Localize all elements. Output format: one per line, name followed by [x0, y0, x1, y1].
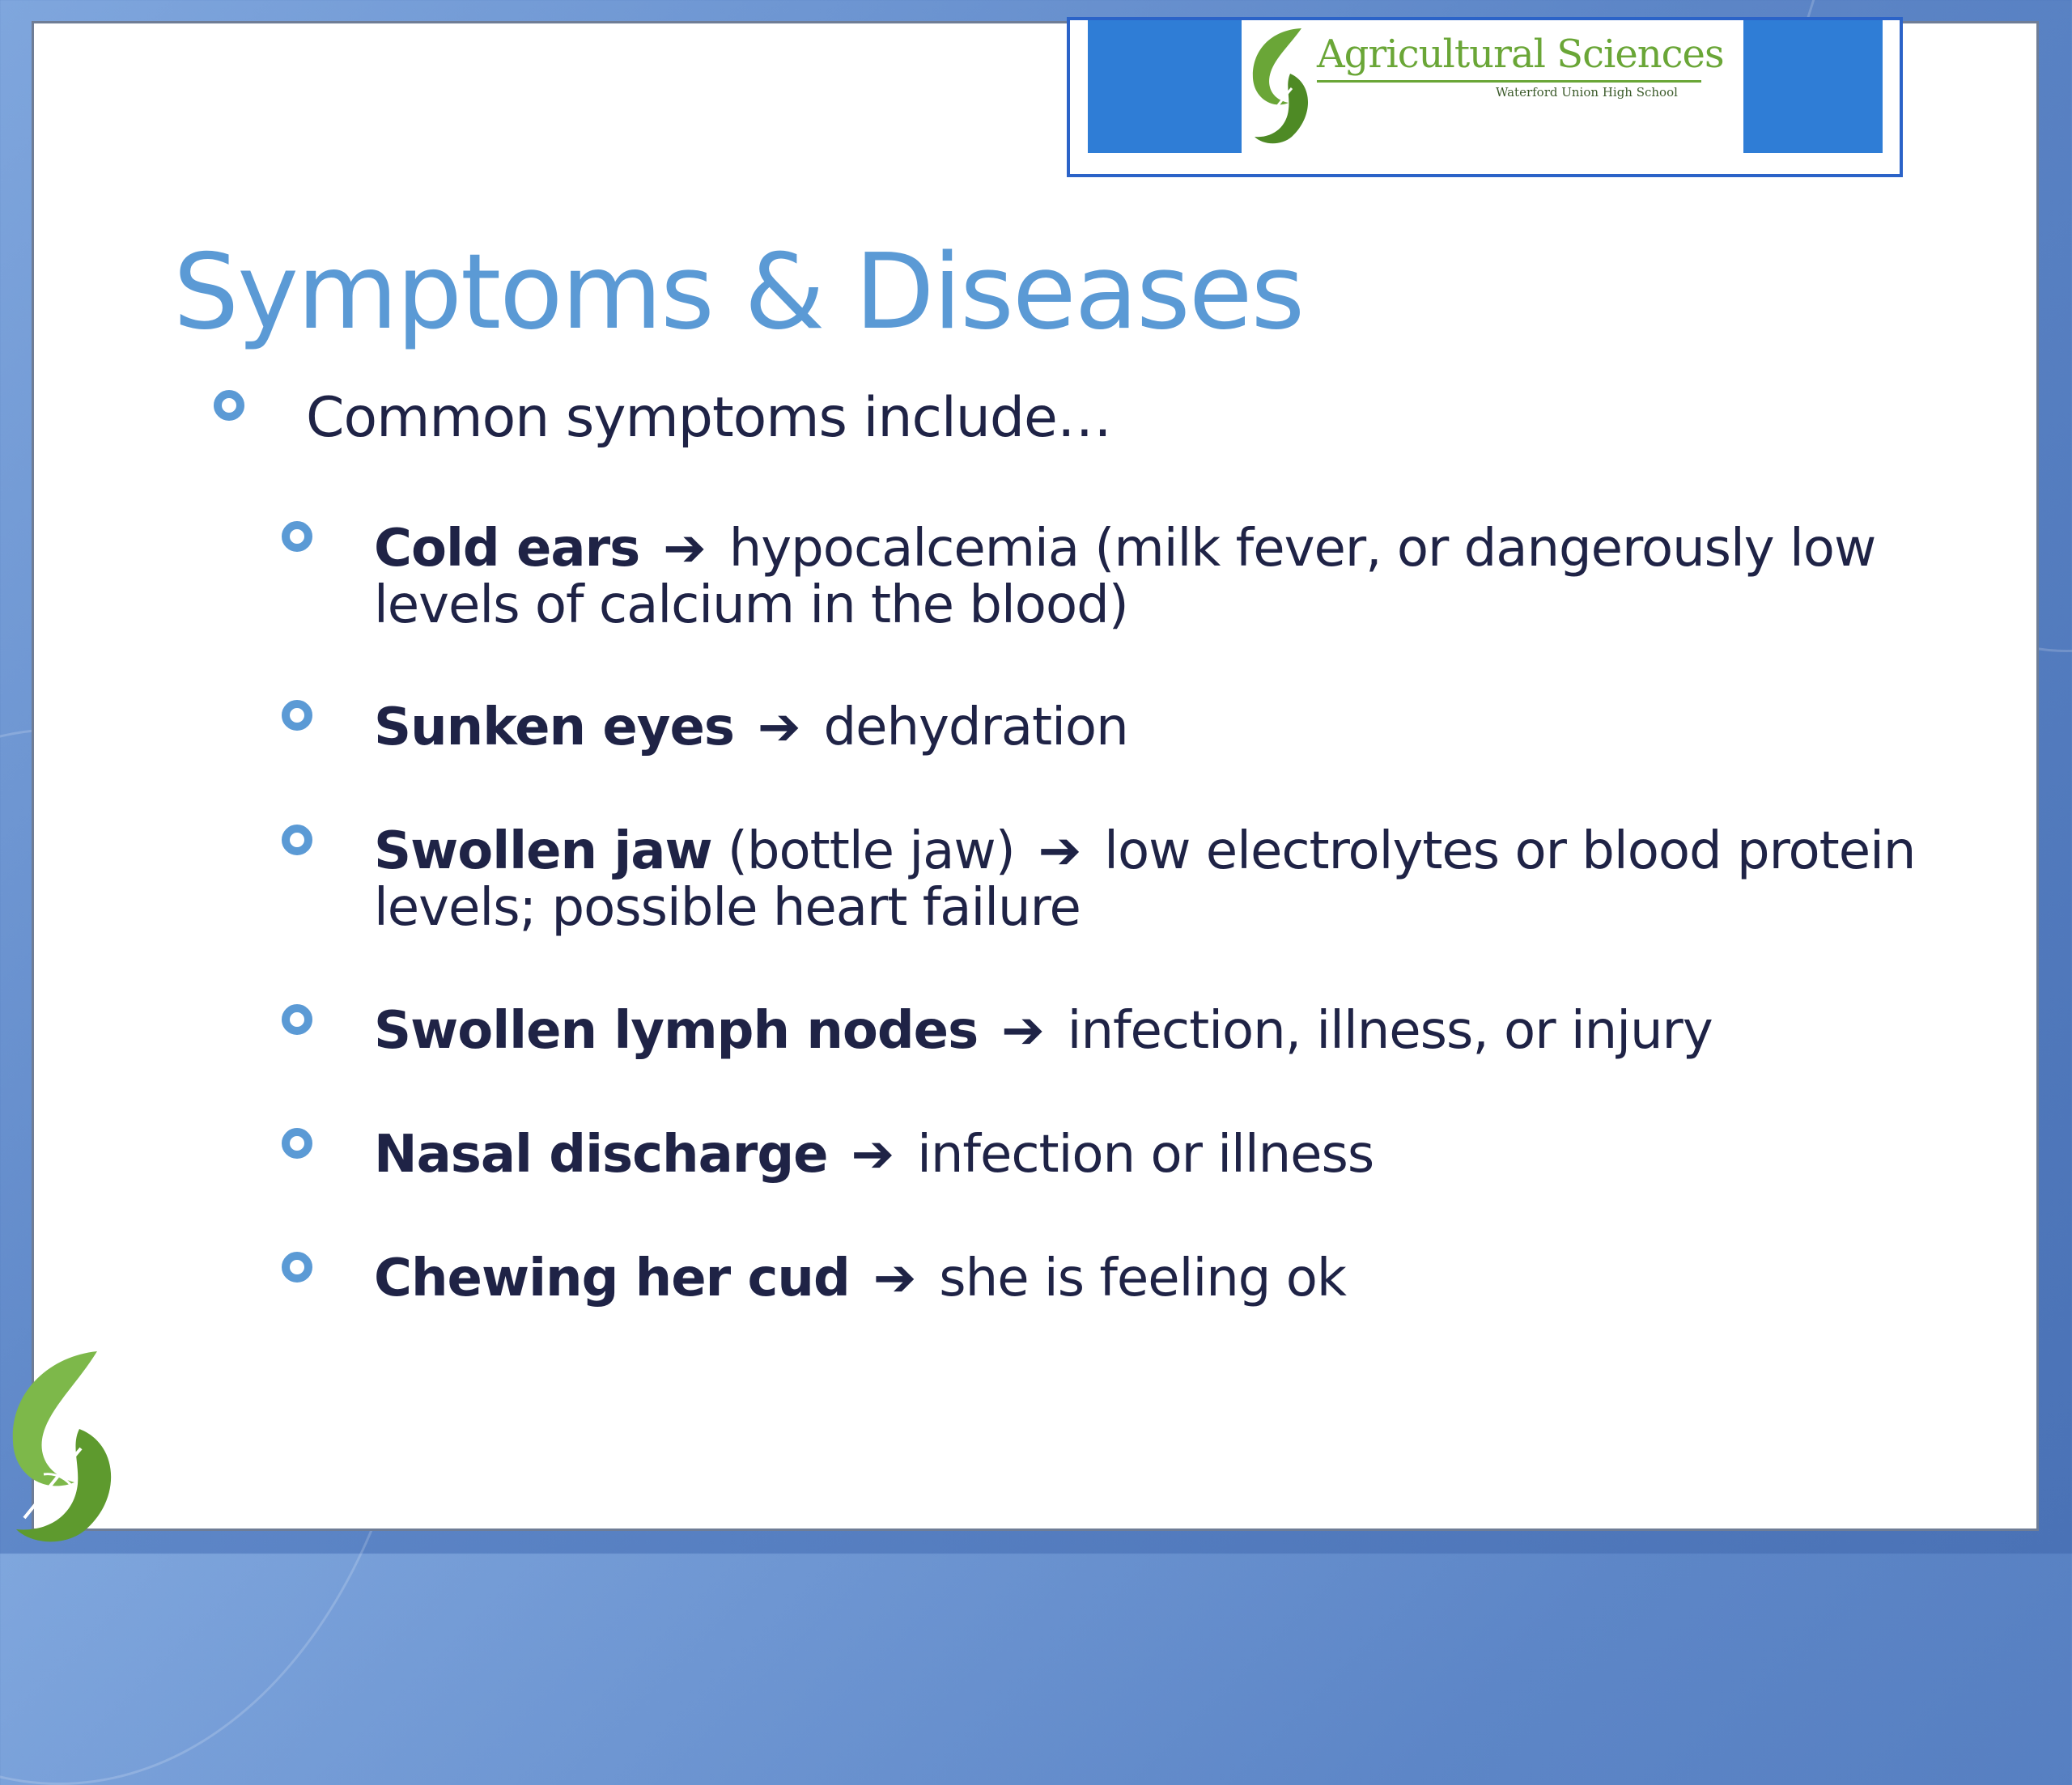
item-term: Swollen lymph nodes	[374, 1001, 979, 1061]
arrow-icon: ➔	[1001, 1001, 1044, 1061]
bullet-icon	[282, 521, 312, 552]
intro-text: Common symptoms include…	[306, 386, 1111, 450]
bullet-icon	[282, 700, 312, 731]
list-item	[374, 1126, 1960, 1183]
leaf-logo-icon	[1245, 25, 1318, 146]
item-extra: (bottle jaw)	[727, 821, 1015, 881]
item-meaning: low electrolytes or blood protein levels; possible heart failure	[374, 821, 1916, 938]
list-item	[374, 520, 1960, 634]
logo-subtitle: Waterford Union High School	[1496, 85, 1678, 100]
item-meaning: she is feeling ok	[939, 1249, 1346, 1308]
logo-name: Agricultural Sciences	[1317, 32, 1724, 77]
bullet-icon	[282, 1004, 312, 1035]
arrow-icon: ➔	[1038, 821, 1081, 881]
list-item	[374, 823, 1960, 936]
bullet-icon	[214, 390, 244, 421]
logo-panel	[1242, 20, 1743, 153]
logo-underline	[1317, 80, 1701, 83]
item-term: Chewing her cud	[374, 1249, 850, 1308]
bullet-icon	[282, 1252, 312, 1283]
bullet-icon	[282, 825, 312, 855]
logo-banner	[1067, 17, 1903, 177]
slide-title: Symptoms & Diseases	[173, 232, 1304, 353]
item-meaning: hypocalcemia (milk fever, or dangerously low levels of calcium in the blood)	[374, 519, 1876, 635]
arrow-icon: ➔	[851, 1125, 894, 1185]
item-term: Swollen jaw	[374, 821, 712, 881]
arrow-icon: ➔	[663, 519, 706, 579]
item-meaning: dehydration	[823, 697, 1128, 757]
arrow-icon: ➔	[873, 1249, 916, 1308]
slide	[32, 21, 2039, 1531]
list-item	[374, 699, 1960, 756]
list-item	[374, 1003, 1960, 1059]
item-term: Cold ears	[374, 519, 640, 579]
arrow-icon: ➔	[757, 697, 800, 757]
item-term: Nasal discharge	[374, 1125, 828, 1185]
corner-leaf-logo-icon	[0, 1345, 130, 1547]
bullet-icon	[282, 1128, 312, 1159]
item-meaning: infection or illness	[917, 1125, 1374, 1185]
item-term: Sunken eyes	[374, 697, 734, 757]
logo-band	[1088, 20, 1883, 153]
list-item	[374, 1250, 1960, 1307]
item-meaning: infection, illness, or injury	[1067, 1001, 1713, 1061]
